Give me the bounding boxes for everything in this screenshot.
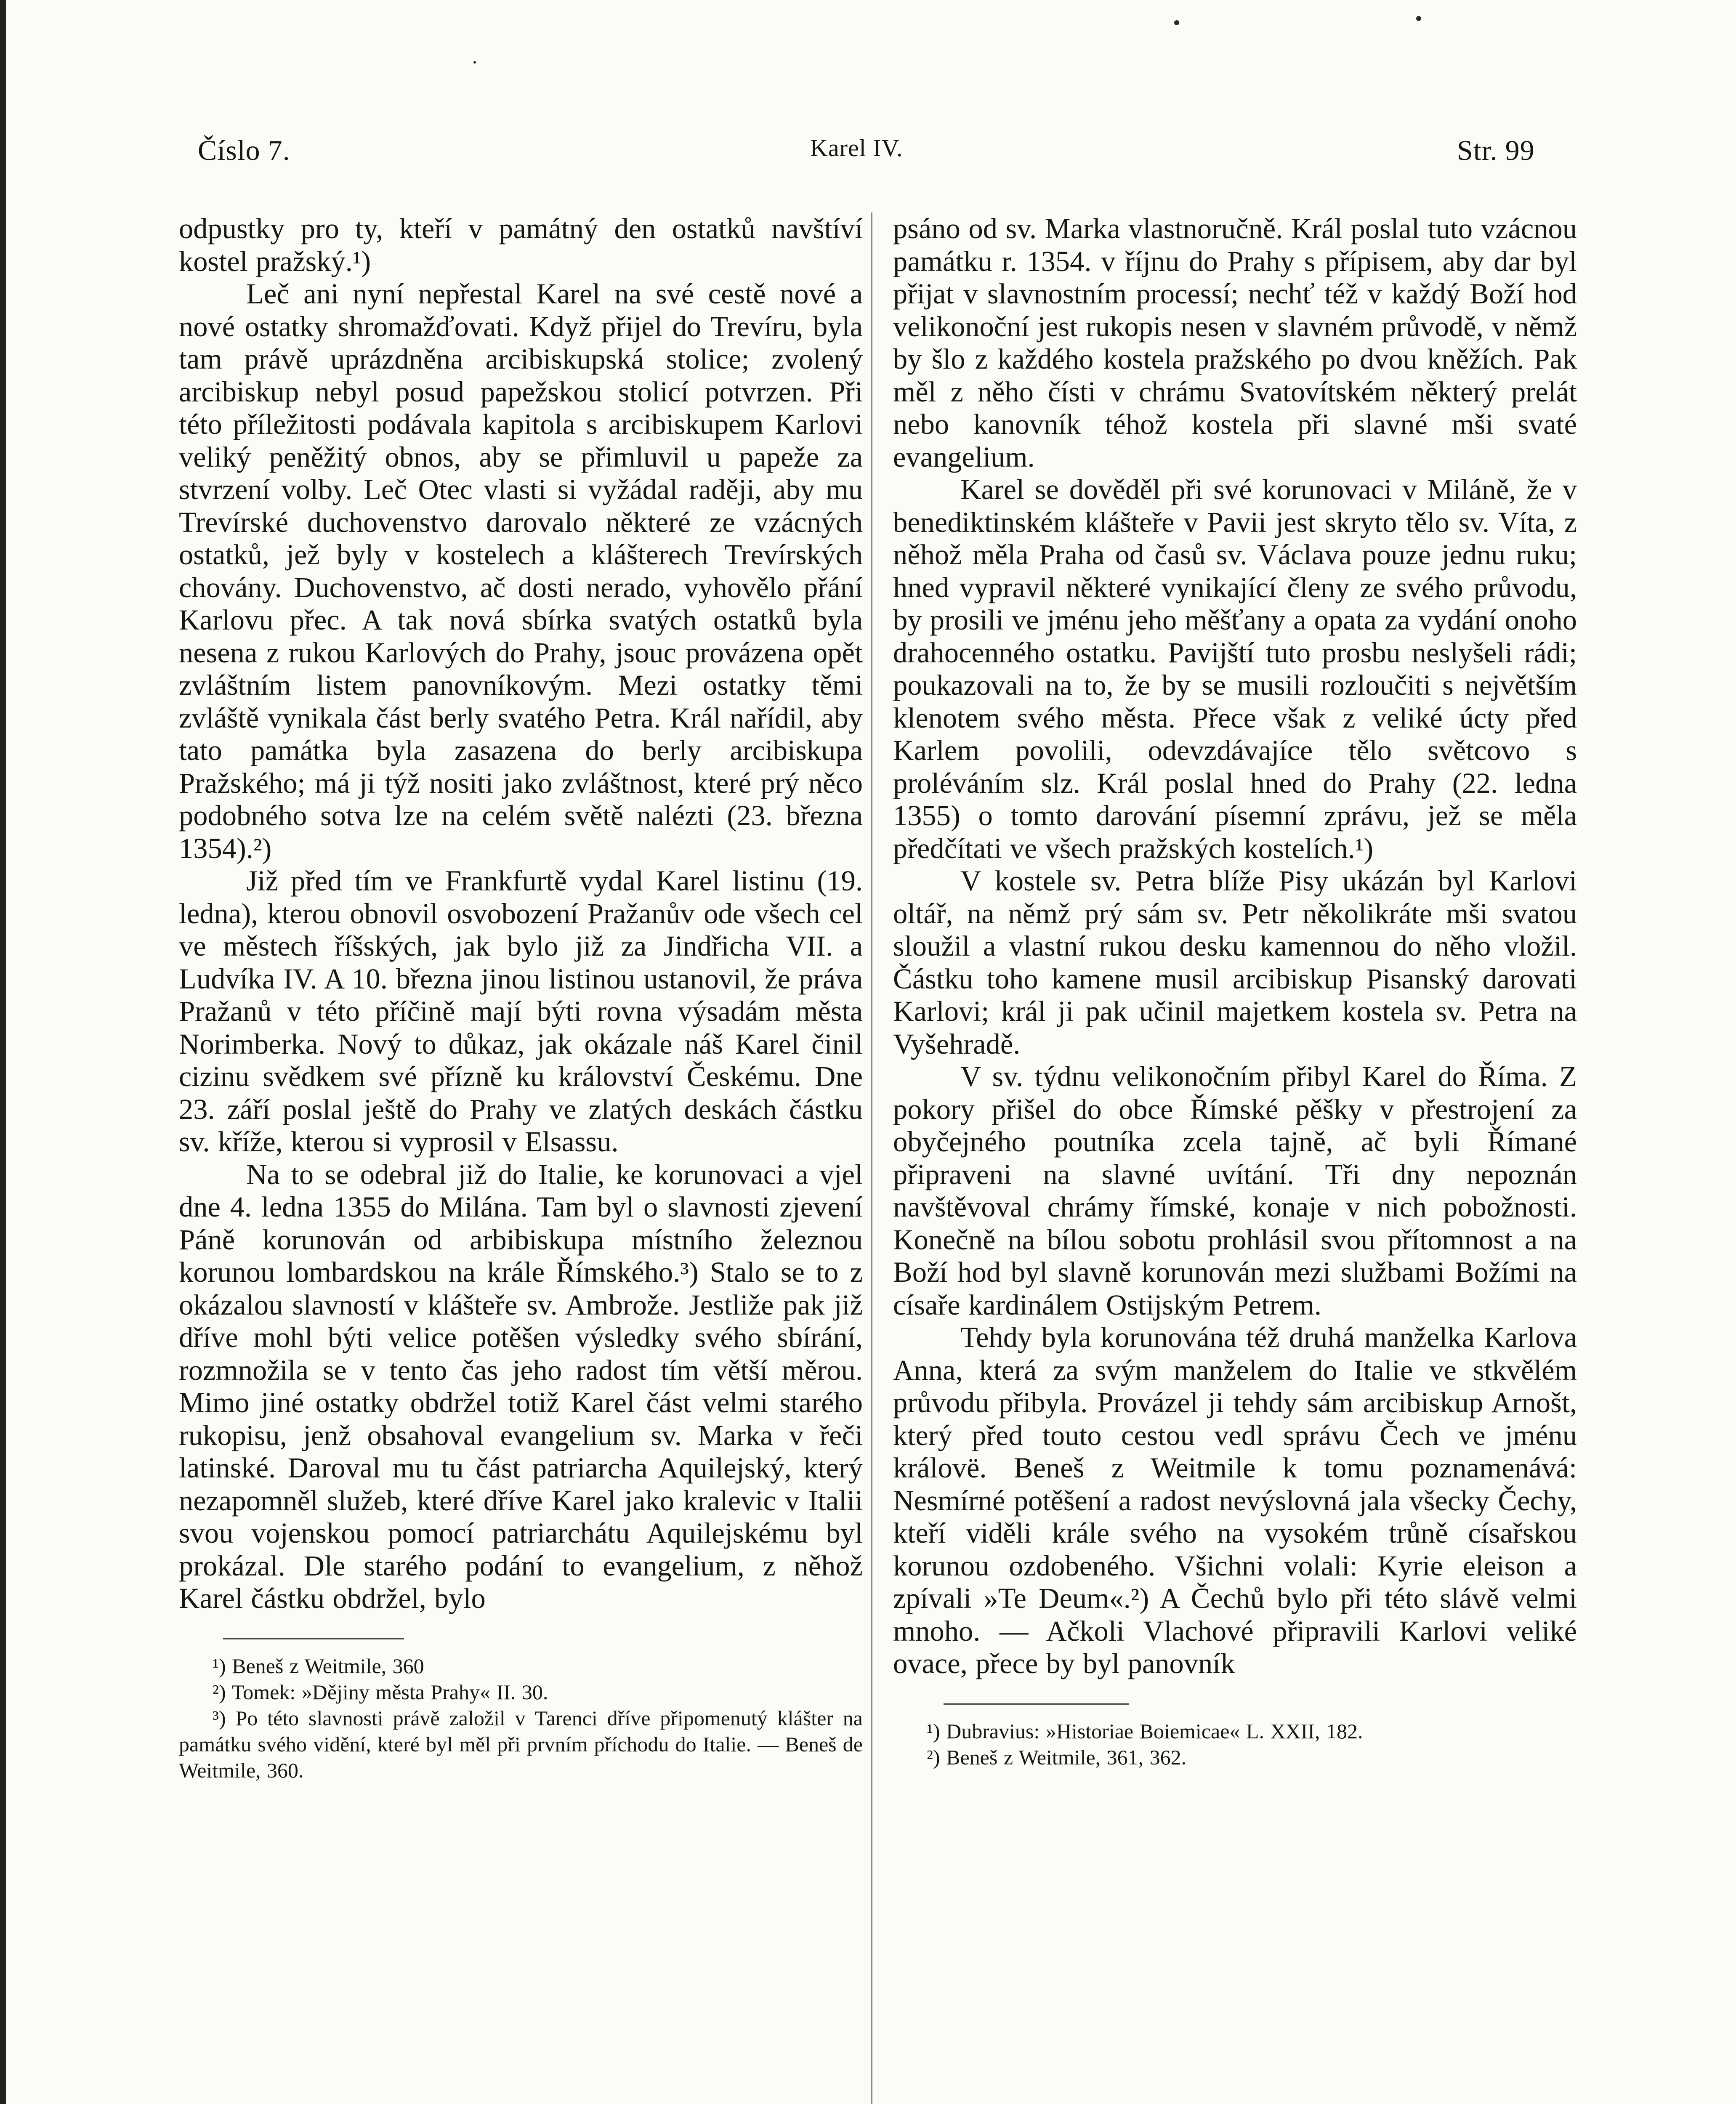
page-header: [0, 134, 1736, 184]
footnotes: [179, 1653, 863, 1783]
running-title: Karel IV.: [810, 134, 903, 162]
right-column: [893, 213, 1577, 1770]
footnote-rule: [223, 1638, 404, 1639]
paragraph: odpustky pro ty, kteří v památný den ostatků navštíví kostel pražský.¹): [179, 213, 863, 277]
footnote: ²) Beneš z Weitmile, 361, 362.: [927, 1745, 1187, 1769]
paragraph: Již před tím ve Frankfurtě vydal Karel listinu (19. ledna), kterou obnovil osvobození Pražanův ode všech cel ve městech říšských, jak bylo již za Jindřicha VII. a Ludvíka IV. A 10. března jinou listinou ustanovil, že práva Pražanů v této příčině mají býti rovna výsadám města Norimberka. Nový to důkaz, jak okázale náš Karel činil cizinu svědkem své přízně ku království Českému. Dne 23. září poslal ještě do Prahy ve zlatých deskách částku sv. kříže, kterou si vyprosil v Elsassu.: [179, 865, 863, 1158]
footnote-rule: [944, 1703, 1129, 1705]
left-column: [179, 213, 863, 1783]
scan-speck: [1174, 20, 1179, 25]
paragraph: Karel se dověděl při své korunovaci v Miláně, že v benediktinském klášteře v Pavii jest skryto tělo sv. Víta, z něhož měla Praha od časů sv. Václava pouze jednu ruku; hned vypravil některé vynikající členy ze svého průvodu, by prosili ve jménu jeho měšťany a opata za vydání onoho drahocenného ostatku. Pavijští tuto prosbu neslyšeli rádi; poukazovali na to, že by se musili rozloučiti s největším klenotem svého města. Přece však z veliké úcty před Karlem povolili, odevzdávajíce tělo světcovo s proléváním slz. Král poslal hned do Prahy (22. ledna 1355) o tomto darování písemní zprávu, jež se měla předčítati ve všech pražských kostelích.¹): [893, 473, 1577, 864]
paragraph: V kostele sv. Petra blíže Pisy ukázán byl Karlovi oltář, na němž prý sám sv. Petr několikráte mši svatou sloužil a vlastní rukou desku kamennou do něho vložil. Částku toho kamene musil arcibiskup Pisanský darovati Karlovi; král ji pak učinil majetkem kostela sv. Petra na Vyšehradě.: [893, 865, 1577, 1060]
scan-speck: [1416, 16, 1421, 21]
footnote: ¹) Dubravius: »Historiae Boiemicae« L. XXII, 182.: [927, 1719, 1363, 1743]
scan-left-edge: [0, 0, 6, 2104]
paragraph: V sv. týdnu velikonočním přibyl Karel do Říma. Z pokory přišel do obce Římské pěšky v přestrojení za obyčejného poutníka zcela tajně, ač byli Římané připraveni na slavné uvítání. Tři dny nepoznán navštěvoval chrámy římské, konaje v nich pobožnosti. Konečně na bílou sobotu prohlásil svou přítomnost a na Boží hod byl slavně korunován mezi službami Božími na císaře kardinálem Ostijským Petrem.: [893, 1060, 1577, 1321]
issue-number: Číslo 7.: [198, 134, 290, 166]
column-divider: [871, 213, 872, 2104]
scan-speck: [473, 61, 476, 64]
footnote: ¹) Beneš z Weitmile, 360: [213, 1654, 424, 1678]
footnote: ²) Tomek: »Dějiny města Prahy« II. 30.: [213, 1680, 548, 1704]
page-number: Str. 99: [1457, 134, 1535, 166]
footnotes: [893, 1718, 1577, 1770]
paragraph: Leč ani nyní nepřestal Karel na své cestě nové a nové ostatky shromažďovati. Když přijel do Trevíru, byla tam právě uprázdněna arcibiskupská stolice; zvolený arcibiskup nebyl posud papežskou stolicí potvrzen. Při této příležitosti podávala kapitola s arcibiskupem Karlovi veliký peněžitý obnos, aby se přimluvil u papeže za stvrzení volby. Leč Otec vlasti si vyžádal raději, aby mu Trevírské duchovenstvo darovalo některé ze vzácných ostatků, jež byly v kostelech a klášterech Trevírských chovány. Duchovenstvo, ač dosti nerado, vyhovělo přání Karlovu přec. A tak nová sbírka svatých ostatků byla nesena z rukou Karlových do Prahy, jsouc provázena opět zvláštním listem panovníkovým. Mezi ostatky těmi zvláště vynikala část berly svatého Petra. Král nařídil, aby tato památka byla zasazena do berly arcibiskupa Pražského; má ji týž nositi jako zvláštnost, které prý něco podobného sotva lze na celém světě nalézti (23. března 1354).²): [179, 278, 863, 864]
paragraph: psáno od sv. Marka vlastnoručně. Král poslal tuto vzácnou památku r. 1354. v říjnu do Prahy s přípisem, aby dar byl přijat v slavnostním processí; nechť též v každý Boží hod velikonoční jest rukopis nesen v slavném průvodě, v němž by šlo z každého kostela pražského po dvou kněžích. Pak měl z něho čísti v chrámu Svatovítském některý prelát nebo kanovník téhož kostela při slavné mši svaté evangelium.: [893, 213, 1577, 473]
paragraph: Tehdy byla korunována též druhá manželka Karlova Anna, která za svým manželem do Italie ve stkvělém průvodu přibyla. Provázel ji tehdy sám arcibiskup Arnošt, který před touto cestou vedl správu Čech ve jménu královë. Beneš z Weitmile k tomu poznamenává: Nesmírné potěšení a radost nevýslovná jala všecky Čechy, kteří viděli krále svého na vysokém trůně císařskou korunou ozdobeného. Všichni volali: Kyrie eleison a zpívali »Te Deum«.²) A Čechů bylo při této slávě velmi mnoho. — Ačkoli Vlachové připravili Karlovi veliké ovace, přece by byl panovník: [893, 1321, 1577, 1679]
paragraph: Na to se odebral již do Italie, ke korunovaci a vjel dne 4. ledna 1355 do Milána. Tam byl o slavnosti zjevení Páně korunován od arbibiskupa místního železnou korunou lombardskou na krále Římského.³) Stalo se to z okázalou slavností v klášteře sv. Ambrože. Jestliže pak již dříve mohl býti velice potěšen výsledky svého sbírání, rozmnožila se v tento čas jeho radost tím větší měrou. Mimo jiné ostatky obdržel totiž Karel část velmi starého rukopisu, jenž obsahoval evangelium sv. Marka v řeči latinské. Daroval mu tu část patriarcha Aquilejský, který nezapomněl služeb, které dříve Karel jako kralevic v Italii svou vojenskou pomocí patriarchátu Aquilejskému byl prokázal. Dle starého podání to evangelium, z něhož Karel částku obdržel, bylo: [179, 1158, 863, 1614]
footnote: ³) Po této slavnosti právě založil v Tarenci dříve připomenutý klášter na památku svého vidění, které byl měl při prvním příchodu do Italie. — Beneš de Weitmile, 360.: [179, 1706, 863, 1782]
